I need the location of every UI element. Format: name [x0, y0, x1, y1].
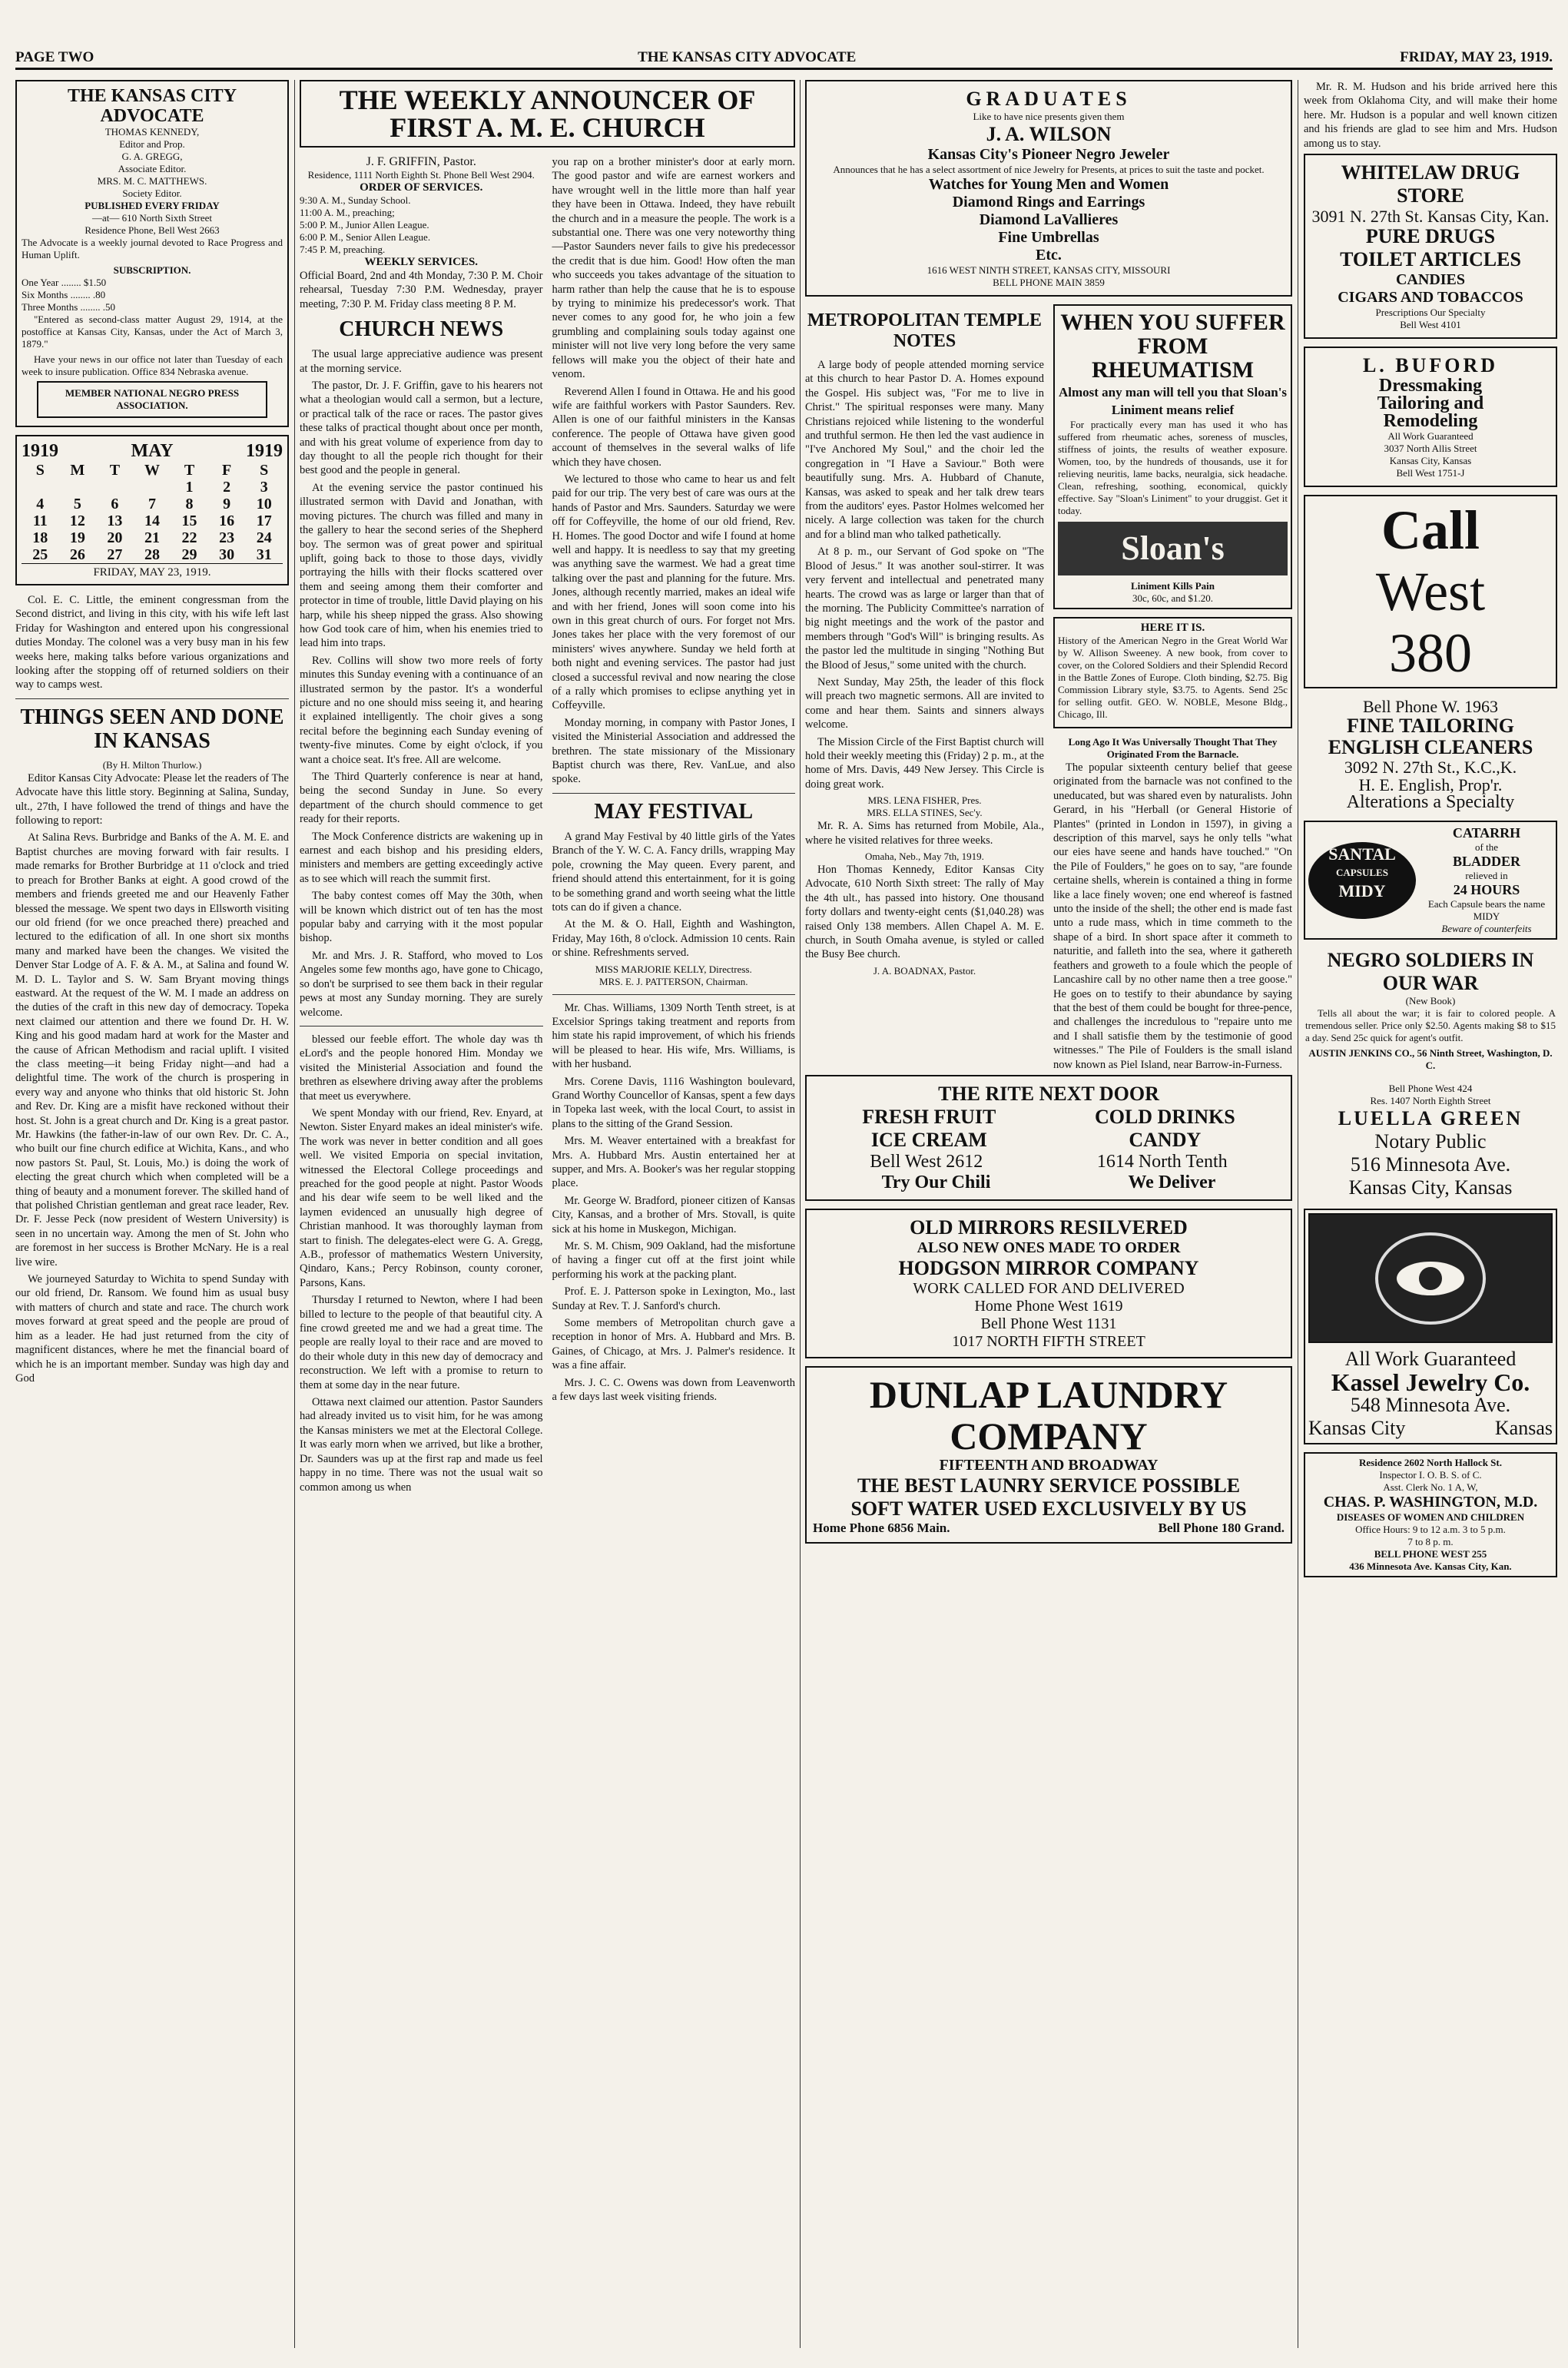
whitelaw-drug-ad	[1304, 154, 1557, 339]
buford-detail: 3037 North Allis Street	[1384, 443, 1477, 455]
festival-paragraph: At the M. & O. Hall, Eighth and Washington, Friday, May 16th, 8 o'clock. Admission 10 cents. Rain or shine. Refreshments served.	[552, 918, 795, 960]
calendar-day: 25	[32, 546, 48, 563]
byline: (By H. Milton Thurlow.)	[102, 758, 202, 771]
buford-line: Remodeling	[1383, 411, 1478, 432]
news-paragraph: The usual large appreciative audience was present at the morning service.	[300, 348, 543, 375]
buford-ad	[1304, 347, 1557, 487]
buford-detail: Bell West 1751-J	[1396, 467, 1465, 479]
calendar-day: 24	[256, 529, 272, 546]
kassel-line: Kassel Jewelry Co.	[1331, 1368, 1530, 1397]
metro-column	[805, 304, 1044, 1075]
calendar-day: 21	[144, 529, 160, 546]
wash-hours: 7 to 8 p. m.	[1407, 1536, 1454, 1548]
subscription-head: SUBSCRIPTION.	[113, 264, 191, 276]
things-paragraph: Editor Kansas City Advocate: Please let the readers of The Advocate have this little story. Beginning at Salina, Sunday, ult., 27th, I have followed the trend of things and have the following to report:	[15, 771, 289, 827]
mirror-sub: ALSO NEW ONES MADE TO ORDER	[917, 1239, 1181, 1256]
luella-city: Kansas City, Kansas	[1348, 1176, 1513, 1199]
soldiers-text: Tells all about the war; it is fair to colored people. A tremendous seller. Price only $2.50. Agents making $8 to $15 a day. Send 25c quick for agent's outfit.	[1305, 1007, 1556, 1044]
wash-line: Asst. Clerk No. 1 A, W,	[1383, 1481, 1478, 1494]
rite-item: FRESH FRUIT	[862, 1105, 996, 1128]
mirror-company: HODGSON MIRROR COMPANY	[898, 1256, 1199, 1279]
service-1: 9:30 A. M., Sunday School.	[300, 194, 411, 206]
rite-address: 1614 North Tenth	[1096, 1151, 1228, 1172]
divider	[15, 698, 289, 699]
calendar-day: 28	[144, 546, 160, 563]
santal-line: of the	[1475, 841, 1498, 854]
rite-item: COLD DRINKS	[1094, 1105, 1235, 1128]
personal-item: Mr. Chas. Williams, 1309 North Tenth street, is at Excelsior Springs taking treatment and reports from him state his rapid improvement, of which his friends will be pleased to hear. His wife, Mrs. Williams, is with her husband.	[552, 1001, 795, 1071]
news-paragraph: The pastor, Dr. J. F. Griffin, gave to his hearers not what a theologian would call a sermon, but a lecture, or practical talk of the race or races. The pastor gives these talks of practical thought about once per month, and with his great volume of experience from day to day thought to all the people rich thought for their best good and the people in general.	[300, 380, 543, 477]
staff-4: Associate Editor.	[118, 163, 187, 174]
mirror-line: Bell Phone West 1131	[980, 1315, 1117, 1332]
divider	[552, 793, 796, 794]
call-line: 380	[1389, 622, 1472, 685]
buford-line: Tailoring and	[1377, 393, 1484, 414]
sub-rate-3: Three Months ........ .50	[22, 301, 116, 313]
cleaners-phone: Bell Phone W. 1963	[1362, 697, 1498, 717]
calendar-day: 22	[181, 529, 197, 546]
news-paragraph: Rev. Collins will show two more reels of forty minutes this Sunday evening with a continuance of an illustrated sermon by the pastor. It's a wonderful picture and no one should miss seeing it, and hearing it explained intelligently. The choir gives a song recital before the beginning each Sunday evening of twenty-five minutes. Come by eight o'clock, if you want a choice seat. It's free. All are welcome.	[300, 654, 543, 766]
lower-paragraph: blessed our feeble effort. The whole day was th eLord's and the people honored Him. Monday we visited the Ministerial Association and found the brethren as elsewhere driving away after the problems that meet us everywhere.	[300, 1033, 543, 1103]
weekly-services-head: WEEKLY SERVICES.	[364, 256, 479, 268]
day-header: W	[144, 462, 160, 479]
personal-item: Prof. E. J. Patterson spoke in Lexington, Mo., last Sunday at Rev. T. J. Sanford's church.	[552, 1285, 795, 1312]
buford-detail: All Work Guaranteed	[1387, 430, 1474, 443]
wash-hours: Office Hours: 9 to 12 a.m. 3 to 5 p.m.	[1355, 1524, 1506, 1536]
wash-specialty: DISEASES OF WOMEN AND CHILDREN	[1336, 1511, 1525, 1524]
news-paragraph: The baby contest comes off May the 30th, when will be known which district out of ten has the most popular baby and carrying with it the most popular bishop.	[300, 890, 543, 945]
washington-md-ad	[1304, 1452, 1557, 1577]
santal-beware: Beware of counterfeits	[1441, 923, 1532, 935]
wilson-item: Etc.	[1036, 247, 1062, 264]
calendar-day: 19	[69, 529, 85, 546]
day-header: F	[221, 462, 232, 479]
kassel-city: Kansas City	[1308, 1417, 1406, 1440]
festival-paragraph: A grand May Festival by 40 little girls of the Yates Branch of the Y. W. C. A. Fancy drills, wrapping May pole, crowning the May queen. Every parent, and friend should attend this entertainment, for it is going to be something grand and worth seeing what the little tots can do if given a chance.	[552, 830, 795, 914]
calendar-day: 30	[219, 546, 235, 563]
wilson-text: Announces that he has a select assortment of nice Jewelry for Presents, at prices to suit the taste and pocket.	[833, 164, 1265, 175]
service-4: 6:00 P. M., Senior Allen League.	[300, 231, 431, 243]
news-paragraph: Mr. and Mrs. J. R. Stafford, who moved to Los Angeles some few months ago, have gone to Chicago, so don't be surprised to see them back in their regular pews at most any Sunday morning. They are surely welcome.	[300, 949, 543, 1019]
calendar-day: 8	[185, 496, 194, 512]
wilson-jeweler-ad	[805, 80, 1292, 297]
santal-line: 24 HOURS	[1453, 882, 1520, 898]
press-member-badge: MEMBER NATIONAL NEGRO PRESS ASSOCIATION.	[37, 381, 267, 418]
personal-item: Mrs. Corene Davis, 1116 Washington boulevard, Grand Worthy Councellor of Kansas, spent a few days in Topeka last week, with the local Court, to assist in plans to the sitting of the Grand Session.	[552, 1075, 795, 1130]
calendar-day: 14	[144, 512, 160, 529]
graduates-sub: Like to have nice presents given them	[973, 111, 1125, 122]
rite-tagline: We Deliver	[1128, 1172, 1216, 1192]
calendar-day	[96, 479, 134, 496]
rheumatism-sub: Almost any man will tell you that Sloan's Liniment means relief	[1058, 385, 1288, 417]
wilson-phone: BELL PHONE MAIN 3859	[993, 277, 1105, 288]
santal-midy-ad	[1304, 821, 1557, 940]
wilson-title: Kansas City's Pioneer Negro Jeweler	[927, 146, 1170, 163]
metro-paragraph: Next Sunday, May 25th, the leader of this flock will preach two magnetic sermons. All are invited to come and hear them. Saints and sinners always welcome.	[805, 675, 1044, 731]
personal-item: Some members of Metropolitan church gave a reception in honor of Mrs. A. Hubbard and Mrs. B. Gaines, of Chicago, at Mrs. J. Palmer's residence. It was a fine affair.	[552, 1317, 795, 1372]
cleaners-alterations: Alterations a Specialty	[1346, 792, 1515, 813]
sloans-logo: Sloan's	[1058, 522, 1288, 575]
continued-paragraph: We lectured to those who came to hear us and felt paid for our trip. The very best of care was ours at the hands of Pastor and Mrs. Saunders. Saturday we were off for Coffeyville, the home of our old friend, Rev. H. Homes. The good Doctor and wife I found at home well and happy. It is needless to say that my greeting was anything save the warmest. We had a great time talking over the past and planning for the future. Mrs. Jones, although recently married, makes an ideal wife and with her friend, Jones will soon come into his own in this great church of ours. For forget not Mrs. Jones takes her place with the very foremost of our ministers' wives anywhere. Sunday we held forth at both night and evening services. The pastor had just closed a successful revival and now nearing the close of a rally which promises to eclipse anything yet in Coffeyville.	[552, 473, 795, 712]
order-services-head: ORDER OF SERVICES.	[360, 181, 483, 194]
day-header: S	[260, 462, 269, 479]
santal-line: CATARRH	[1452, 825, 1521, 841]
page-number: PAGE TWO	[15, 49, 94, 65]
buford-line: Dressmaking	[1378, 376, 1483, 396]
soldiers-address: AUSTIN JENKINS CO., 56 Ninth Street, Washington, D. C.	[1308, 1047, 1553, 1072]
luella-title: Notary Public	[1374, 1130, 1487, 1153]
issue-date: FRIDAY, MAY 23, 1919.	[1400, 49, 1553, 65]
continued-paragraph: you rap on a brother minister's door at early morn. The good pastor and wife are earnest workers and have wrought well in the little more than half year they have been in Ottawa. Indeed, they have rebuilt the church and in a measure the people. The work is a substantial one. There was one very noteworthy thing—Pastor Saunders never fails to give his predecessor the credit that is due him. Good! How often the man who succeeds you takes advantage of the situation to harm rather than help the cause that he is to espouse by trying to minimize his predecessor's work. That never comes to any good for, he who join a few grumbling and complaining souls today against one minister will not live very long before the very same fellows will make you the object of their hate and venom.	[552, 156, 795, 381]
buford-detail: Kansas City, Kansas	[1389, 455, 1472, 467]
whitelaw-address: 3091 N. 27th St. Kansas City, Kan.	[1311, 207, 1550, 227]
column-3	[805, 80, 1292, 2348]
day-header: M	[70, 462, 85, 479]
day-header: T	[109, 462, 121, 479]
whitelaw-phone: Bell West 4101	[1400, 319, 1461, 331]
things-seen-headline: THINGS SEEN AND DONE IN KANSAS	[20, 705, 284, 753]
things-paragraph: We journeyed Saturday to Wichita to spend Sunday with our old friend, Dr. Ransom. We found him as usual busy with matters of church and state and race. The church work moves forward at great speed and the people are proud of him as a leader. He had just returned from the city of magnificent distances, where he met the financial board of which he is an important member. Sunday was high day and God	[15, 1273, 289, 1385]
nameplate: THE KANSAS CITY ADVOCATE	[67, 86, 237, 126]
little-article: Col. E. C. Little, the eminent congressman from the Second district, and living in this city, with his wife left last Friday for Washington and entered upon his congressional duties Monday. The colonel was a very busy man in his few weeks here, making talks before various organizations and looking after the stopping off of returned soldiers on their way to camps west.	[15, 594, 289, 691]
calendar-day: 12	[69, 512, 85, 529]
cleaners-prop: H. E. English, Prop'r.	[1358, 775, 1503, 795]
metropolitan-headline: METROPOLITAN TEMPLE NOTES	[807, 310, 1043, 351]
wash-address: 436 Minnesota Ave. Kansas City, Kan.	[1349, 1560, 1512, 1573]
calendar	[15, 435, 289, 585]
call-line: West	[1375, 561, 1486, 623]
rheumatism-headline: WHEN YOU SUFFER FROM RHEUMATISM	[1060, 310, 1285, 383]
whitelaw-rx: Prescriptions Our Specialty	[1375, 307, 1486, 319]
staff-1: THOMAS KENNEDY,	[104, 126, 200, 138]
wash-name: CHAS. P. WASHINGTON, M.D.	[1323, 1494, 1538, 1511]
calendar-day: 6	[111, 496, 119, 512]
dunlap-home-phone: Home Phone 6856 Main.	[813, 1520, 950, 1535]
calendar-day: 26	[69, 546, 85, 563]
staff-2: Editor and Prop.	[119, 138, 185, 150]
whitelaw-line: TOILET ARTICLES	[1340, 248, 1521, 271]
call-west-ad	[1304, 495, 1557, 688]
whitelaw-line: CIGARS AND TOBACCOS	[1338, 289, 1523, 307]
wilson-item: Fine Umbrellas	[998, 229, 1099, 246]
calendar-day: 11	[32, 512, 48, 529]
calendar-day: 20	[107, 529, 123, 546]
sloans-ad	[1053, 304, 1292, 609]
announcer-right	[552, 155, 796, 1497]
santal-badge-icon	[1308, 842, 1416, 919]
calendar-month: MAY	[131, 441, 174, 461]
pastor-residence: Residence, 1111 North Eighth St. Phone Bell West 2904.	[307, 169, 535, 181]
whitelaw-head: WHITELAW DRUG STORE	[1341, 161, 1520, 207]
day-header: T	[184, 462, 195, 479]
wilson-item: Diamond Rings and Earrings	[952, 194, 1145, 211]
calendar-day: 13	[107, 512, 123, 529]
calendar-year: 1919	[22, 441, 58, 461]
calendar-day	[59, 479, 97, 496]
pastor-name: J. F. GRIFFIN, Pastor.	[366, 155, 476, 168]
calendar-day: 31	[256, 546, 272, 563]
column-rule	[294, 80, 295, 2348]
ads-column	[1053, 304, 1292, 1075]
omaha-date: Omaha, Neb., May 7th, 1919.	[865, 851, 984, 862]
nameplate-box	[15, 80, 289, 427]
kassel-line: 548 Minnesota Ave.	[1350, 1394, 1511, 1417]
calendar-grid	[22, 462, 283, 563]
church-news-headline: CHURCH NEWS	[339, 317, 504, 342]
personal-item: Mr. S. M. Chism, 909 Oakland, had the misfortune of having a finger cut off at the first joint while performing his work at the packing plant.	[552, 1240, 795, 1281]
staff-5: MRS. M. C. MATTHEWS.	[97, 175, 207, 187]
divider	[552, 994, 796, 995]
history-book-ad	[1053, 617, 1292, 728]
kassel-jewelry-ad	[1304, 1209, 1557, 1444]
wilson-item: Watches for Young Men and Women	[928, 176, 1169, 193]
calendar-day: 7	[148, 496, 156, 512]
omaha-letter: Hon Thomas Kennedy, Editor Kansas City Advocate, 610 North Sixth street: The rally of May the 4th ult., has passed into history. One thousand forty dollars and twenty-eight cents ($1,040.28) was raised Only 138 members. Allen Chapel A. M. E. church, in South Omaha avenue, is styled or called the Busy Bee church.	[805, 864, 1044, 961]
sloans-price: 30c, 60c, and $1.20.	[1132, 592, 1214, 604]
calendar-day: 17	[256, 512, 272, 529]
calendar-dateline: FRIDAY, MAY 23, 1919.	[22, 563, 283, 579]
luella-residence: Res. 1407 North Eighth Street	[1370, 1095, 1491, 1107]
news-paragraph: The Third Quarterly conference is near at hand, being the second Sunday in June. So every department of the church should commence to get ready for their reports.	[300, 771, 543, 826]
continued-paragraph: Monday morning, in company with Pastor Jones, I visited the Ministerial Association and addressed the brethren. The state missionary of the Missionary Baptist church was there, Rev. VanLue, and also spoke.	[552, 716, 795, 786]
column-rule	[800, 80, 801, 2348]
staff-6: Society Editor.	[122, 187, 182, 199]
buford-head: L. BUFORD	[1362, 354, 1499, 377]
personal-item: Mrs. J. C. C. Owens was down from Leavenworth a few days last week visiting friends.	[552, 1376, 795, 1404]
hudson-item: Mr. R. M. Hudson and his bride arrived here this week from Oklahoma City, and will make their home here. Mr. Hudson is a popular and well known citizen and his friends are glad to see him and Mrs. Hudson among us to stay.	[1304, 81, 1557, 150]
kassel-line: All Work Guaranteed	[1344, 1348, 1517, 1371]
dunlap-bell-phone: Bell Phone 180 Grand.	[1158, 1520, 1285, 1535]
luella-green-ad	[1304, 1081, 1557, 1201]
lower-paragraph: Ottawa next claimed our attention. Pastor Saunders had already invited us to visit him, for he was among the Kansas ministers we met at the Electoral College. It was early morn when we arrived, but like a brother, Dr. Saunders was up at the first rap and made us feel happy in no time. There was not the usual wait so common among us when	[300, 1396, 543, 1494]
personal-item: Mr. George W. Bradford, pioneer citizen of Kansas City, Kansas, and a brother of Mrs. Stovall, is quite sick at his home in Muskegon, Michigan.	[552, 1194, 795, 1235]
cleaners-address: 3092 N. 27th St., K.C.,K.	[1344, 758, 1517, 778]
weekly-services: Official Board, 2nd and 4th Monday, 7:30 P. M. Choir rehearsal, Tuesday 7:30 P.M. Wednesday, prayer meeting, 7:30 P. M. Friday class meeting 8 P. M.	[300, 270, 543, 310]
festival-signature: MRS. E. J. PATTERSON, Chairman.	[599, 975, 748, 987]
mirror-line: 1017 NORTH FIFTH STREET	[952, 1332, 1145, 1350]
festival-signature: MISS MARJORIE KELLY, Directress.	[595, 963, 752, 975]
luella-name: LUELLA GREEN	[1338, 1107, 1523, 1130]
mirror-head: OLD MIRRORS RESILVERED	[910, 1216, 1188, 1239]
motto: The Advocate is a weekly journal devoted to Race Progress and Human Uplift.	[22, 237, 283, 260]
rheumatism-text: For practically every man has used it who has suffered from rheumatic aches, soreness of muscles, stiffness of joints, the results of weather exposure. Women, too, by the hundreds of thousands, use it for relieving neuritis, lame backs, neuralgia, sick headache. Clean, refreshing, soothing, economical, quickly effective. Say "Sloan's Liniment" to your druggist. Get it today.	[1058, 419, 1288, 516]
news-deadline: Have your news in our office not later than Tuesday of each week to insure publication. Office 834 Nebraska avenue.	[22, 353, 283, 377]
office-phone: Residence Phone, Bell West 2663	[85, 224, 220, 236]
santal-badge-line: SANTAL	[1328, 844, 1396, 864]
english-cleaners-ad	[1304, 696, 1557, 813]
mission-signature: MRS. LENA FISHER, Pres.	[867, 794, 982, 807]
dunlap-laundry-ad	[805, 1366, 1292, 1544]
service-2: 11:00 A. M., preaching;	[300, 207, 395, 218]
entered-notice: "Entered as second-class matter August 29, 1914, at the postoffice at Kansas City, Kansas, under the Act of March 3, 1879."	[22, 313, 283, 350]
office-address: —at— 610 North Sixth Street	[92, 212, 212, 224]
announcer-headline: THE WEEKLY ANNOUNCER OF FIRST A. M. E. CHURCH	[300, 80, 795, 148]
rite-item: CANDY	[1129, 1128, 1202, 1151]
mission-signature: MRS. ELLA STINES, Sec'y.	[867, 807, 983, 819]
calendar-day: 10	[256, 496, 272, 512]
calendar-year: 1919	[246, 441, 283, 461]
wilson-name: J. A. WILSON	[986, 123, 1112, 145]
barnacle-headline: Long Ago It Was Universally Thought That They Originated From the Barnacle.	[1068, 736, 1278, 760]
column-4	[1304, 80, 1557, 2348]
barnacle-article: The popular sixteenth century belief that geese originated from the barnacle was not confined to the uneducated, but was shared even by naturalists. John Gerard, in his "Herball (or General Historie of Plantes" (printed in London in 1597), in giving a description of this marvel, says he only tells "what our eies have seene and hands have touched." "On the Pile of Foulders," he goes on to say, "are founde certaine shells, wherein is contained a thing in forme like a lace finely woven; one end whereof is fastned unto the inside of the shell; the other end is made fast unto a rude mass, which in time commeth to the shape of a bird. In short space after it commeth to naturitie, and falleth into the sea, where it gathereth feathers and groweth to a foule which the people of Lancashire call by no other name then a tree goose." He goes on to testify to their abundance by saying that the best of them could be bought for three-pence, and challenges the incredulous to "repaire unto me and I shall satisfie them by the testimonie of good witnesses." The Pile of Foulders is the small island now known as Piel Island, near Barrow-in-Furness.	[1053, 761, 1292, 1071]
whitelaw-line: PURE DRUGS	[1365, 225, 1496, 248]
calendar-day: 27	[107, 546, 123, 563]
santal-line: BLADDER	[1452, 854, 1520, 870]
column-1	[15, 80, 289, 2348]
calendar-day	[22, 479, 59, 496]
history-book-text: History of the American Negro in the Great World War by W. Allison Sweeney. A new book, from cover to cover, on the Colored Soldiers and their Splendid Record in the Battle Zones of Europe. Cloth binding, $2.75. Big Commission Library style, $3.75. to Agents. Send 25c for selling outfit. GEO. W. NOBLE, Mesone Bldg., Chicago, Ill.	[1058, 635, 1288, 720]
rite-next-door-ad	[805, 1075, 1292, 1201]
calendar-day: 23	[219, 529, 235, 546]
continued-paragraph: Reverend Allen I found in Ottawa. He and his good wife are faithful workers with Pastor Saunders. Rev. Allen is one of our faithful ministers in the Kansas conference. The people of Ottawa have given good account of themselves in the several walks of life which they have chosen.	[552, 385, 795, 469]
calendar-day: 4	[36, 496, 45, 512]
news-paragraph: The Mock Conference districts are wakening up in earnest and each bishop and his presiding elders, ministers and members are getting exceedingly active as to see which will reach the summit first.	[300, 830, 543, 885]
announcer-left	[300, 155, 543, 1497]
calendar-day: 1	[185, 479, 194, 496]
mirror-line: Home Phone West 1619	[974, 1297, 1123, 1315]
service-5: 7:45 P. M, preaching.	[300, 244, 386, 255]
news-paragraph: At the evening service the pastor continued his illustrated sermon with David and Jonathan, with moving pictures. The church was filled and many in the gallery to hear the second series of the Shepherd boy. The sermon was of great power and spiritual uplift, going back to those to those days, vividly portraying the hills with their flocks scattered over them and seeing among them their comforter and protector in time of trouble, little David playing on his harp, while his sheep nipped the grass. Also showing how God took care of him, when his enemies tried to lead him into traps.	[300, 481, 543, 650]
personal-item: Mrs. M. Weaver entertained with a breakfast for Mrs. A. Hubbard Mrs. Austin entertained her at supper, and Mrs. A. Booker's was her regular stopping place.	[552, 1135, 795, 1190]
dunlap-address: FIFTEENTH AND BROADWAY	[939, 1456, 1159, 1474]
wilson-address: 1616 WEST NINTH STREET, KANSAS CITY, MISSOURI	[927, 264, 1171, 276]
masthead	[15, 43, 1553, 70]
jewelry-emblem-icon	[1308, 1213, 1553, 1343]
day-header: S	[35, 462, 45, 479]
may-festival-headline: MAY FESTIVAL	[594, 799, 754, 824]
calendar-day: 29	[181, 546, 197, 563]
omaha-signature: J. A. BOADNAX, Pastor.	[873, 964, 976, 977]
santal-note: Each Capsule bears the name MIDY	[1427, 898, 1546, 923]
call-line: Call	[1381, 499, 1480, 562]
luella-address: 516 Minnesota Ave.	[1350, 1153, 1511, 1176]
service-3: 5:00 P. M., Junior Allen League.	[300, 219, 429, 230]
things-paragraph: At Salina Revs. Burbridge and Banks of the A. M. E. and Baptist churches are moving forward with fair results. I made remarks for Brother Burbridge at 11 o'clock and tried to preach for Brother Banks at eight. A good crowd of the members and friends greeted me and our Heavenly Father blessed the message. We spent two days in Ellsworth visiting our old friend (for we once preached there) preached and lectured to the edification of all. In one short six months many and marked have been the changes. We visited the Denver Star Lodge of A. F. & A. M., at Salina and found W. M. D. L. Taylor and S. W. Sam Bryant moving things eastward. At the request of the W. M. I made an address on the duties of the craft in this new day of democracy. Topeka next claimed our attention and there we found Dr. H. W. King and his good madam hard at work for the Master and the cause of African Methodism and racial uplift. I visited the class meeting—it being Friday night—and had a delightful time. The work of the church is prospering in every way and anyone who thinks that old historic St. John and Rev. Dr. King are a misfit have reckoned without their host. St. John is a great church and Dr. King is a great pastor. Mr. Hawkins (the father-in-law of our own Rev. Dr. C. A., who built our fine church edifice at Wichita, Kans., and who now pastors St. Paul, St. Louis, Mo.) is doing the work of electing the great church which when completed will be a thing of beauty and a monument forever. The skilled hand of that polished Christian gentleman and great race leader, Rev. Dr. F. Jesse Peck (now president of Western University) is seen in no uncertain way. Among the men of St. John who are foremost in her success is Brother McNary. He is a real live wire.	[15, 831, 289, 1269]
wash-line: Inspector I. O. B. S. of C.	[1379, 1469, 1482, 1481]
sims-item: Mr. R. A. Sims has returned from Mobile, Ala., where he visited relatives for three weeks.	[805, 820, 1044, 847]
sub-rate-1: One Year ........ $1.50	[22, 277, 107, 288]
calendar-day: 16	[219, 512, 235, 529]
paper-name-header: THE KANSAS CITY ADVOCATE	[638, 49, 857, 65]
calendar-day: 3	[260, 479, 268, 496]
column-2	[300, 80, 795, 2348]
kassel-state: Kansas	[1494, 1417, 1553, 1440]
metro-paragraph: The Mission Circle of the First Baptist church will hold their weekly meeting this (Friday) 2 p. m., at the home of Mrs. Davis, 449 New Jersey. This Circle is doing great work.	[805, 735, 1044, 791]
lower-paragraph: We spent Monday with our friend, Rev. Enyard, at Newton. Sister Enyard makes an ideal minister's wife. The work was never in better condition and all goes well. We visited Emporia on special invitation, witnessed the Electoral College proceedings and preached for the good people at night. Pastor Woods and his dear wife seem to be well liked and the laymen evidenced an unusually high degree of Christian manhood. It was thoroughly layman from start to finish. The delegates-elect were G. A. Gregg, A.B., professor of mathematics Western University, Qindaro, Kans.; Percy Robinson, county coroner, Parsons, Kans.	[300, 1106, 543, 1289]
rite-tagline: Try Our Chili	[881, 1172, 991, 1192]
calendar-day	[134, 479, 171, 496]
whitelaw-line: CANDIES	[1395, 271, 1466, 289]
calendar-day: 18	[32, 529, 48, 546]
santal-badge-line: CAPSULES	[1336, 866, 1388, 878]
soldiers-sub: (New Book)	[1405, 995, 1456, 1007]
wash-phone: BELL PHONE WEST 255	[1374, 1548, 1487, 1560]
calendar-day: 15	[181, 512, 197, 529]
dunlap-name: DUNLAP LAUNDRY COMPANY	[869, 1372, 1228, 1458]
sub-rate-2: Six Months ........ .80	[22, 289, 106, 300]
wash-residence: Residence 2602 North Hallock St.	[1359, 1457, 1502, 1469]
rite-item: ICE CREAM	[870, 1128, 987, 1151]
lower-paragraph: Thursday I returned to Newton, where I had been billed to lecture to the people of that beautiful city. A fine crowd greeted me and we had a great time. The people are really loyal to their race and are moved to do their whole duty in this new day of democracy and reconstruction. We left with a promise to return to them at some day in the near future.	[300, 1294, 543, 1391]
rite-head: THE RITE NEXT DOOR	[938, 1082, 1159, 1105]
graduates-head: GRADUATES	[966, 88, 1132, 110]
dunlap-slogan: THE BEST LAUNRY SERVICE POSSIBLE	[857, 1474, 1241, 1497]
cleaners-head: FINE TAILORING ENGLISH CLEANERS	[1328, 715, 1533, 759]
metro-paragraph: A large body of people attended morning service at this church to hear Pastor D. A. Homes expound the Gospel. His subject was, "For me to live in Christ." The spiritual responses were many. Many Christians rejoiced while listening to the wonderful and truthful sermon. He then led the vast audience in "I've Anchored My Soul," and the choir led the congregation in "I Have a Saviour." Both were beautifully sung. Mrs. A. Hubbard of Chanute, Kansas, was asked to speak and her talk drew tears from the auditors' eyes. Pastor Holmes welcomed her nicely. A large collection was taken for the church and for a blind man who talked pathetically.	[805, 359, 1044, 541]
here-it-is-head: HERE IT IS.	[1140, 622, 1205, 634]
luella-phone: Bell Phone West 424	[1388, 1083, 1473, 1095]
santal-line: relieved in	[1465, 870, 1508, 882]
eye-emblem-icon	[1369, 1225, 1492, 1332]
metro-paragraph: At 8 p. m., our Servant of God spoke on "The Blood of Jesus." It was another soul-stirrer. It was very fervent and intellectual and penetrated many hearts. The crowd was as large or larger than that of the morning. The Publicity Committee's narration of big night meetings and the work of the pastor and members through "God's Will" is bringing results. As the pastor led the multitude in singing "Nothing But the Blood of Jesus," some united with the church.	[805, 546, 1044, 672]
wilson-item: Diamond LaVallieres	[979, 211, 1119, 228]
hodgson-mirror-ad	[805, 1209, 1292, 1358]
staff-3: G. A. GREGG,	[121, 151, 183, 162]
santal-badge-line: MIDY	[1338, 881, 1386, 900]
soldiers-head: NEGRO SOLDIERS IN OUR WAR	[1327, 949, 1534, 995]
sloans-tagline: Liniment Kills Pain	[1130, 580, 1215, 592]
mirror-line: WORK CALLED FOR AND DELIVERED	[913, 1279, 1185, 1297]
published-line: PUBLISHED EVERY FRIDAY	[85, 200, 220, 211]
rite-phone: Bell West 2612	[870, 1151, 983, 1172]
negro-soldiers-ad	[1304, 947, 1557, 1073]
calendar-day: 9	[223, 496, 231, 512]
dunlap-slogan: SOFT WATER USED EXCLUSIVELY BY US	[850, 1497, 1247, 1520]
calendar-day: 2	[223, 479, 231, 496]
calendar-day: 5	[73, 496, 81, 512]
